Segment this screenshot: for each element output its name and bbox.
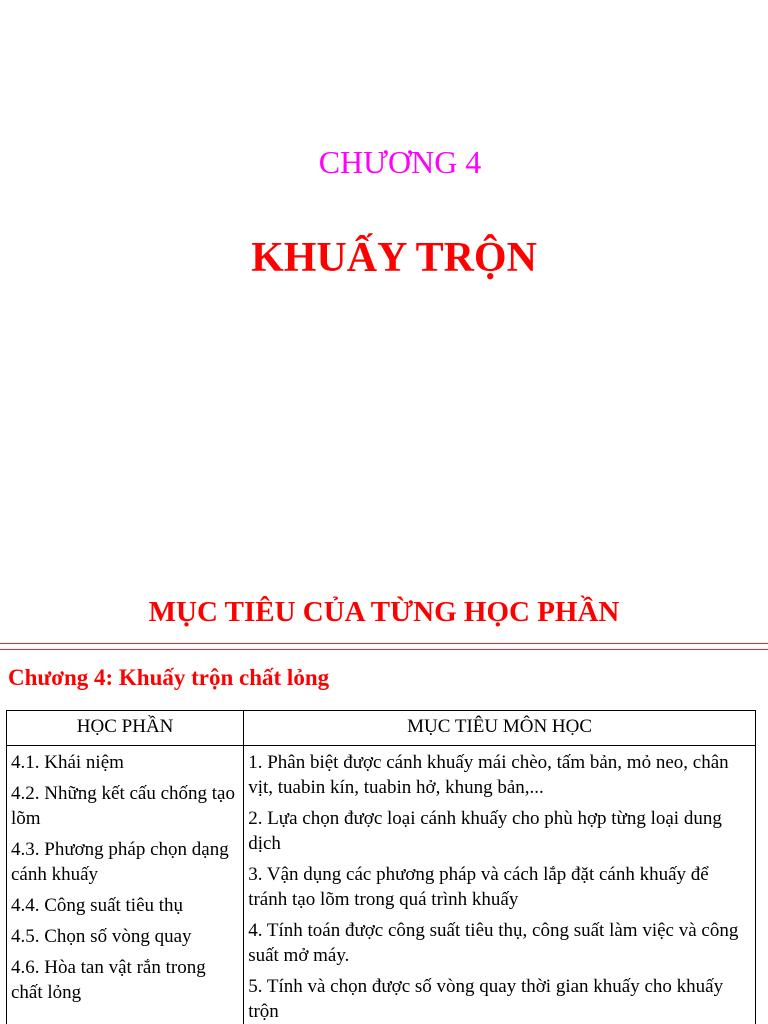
- module-item: 4.6. Hòa tan vật rắn trong chất lỏng: [11, 957, 206, 1003]
- goal-item: 5. Tính và chọn được số vòng quay thời gian khuấy cho khuấy trộn: [248, 976, 724, 1022]
- objectives-table: [6, 710, 756, 1024]
- column-header-modules: HỌC PHẦN: [7, 711, 244, 746]
- goal-item: 4. Tính toán được công suất tiêu thụ, công suất làm việc và công suất mở máy.: [248, 920, 739, 966]
- objectives-heading: MỤC TIÊU CỦA TỪNG HỌC PHẦN: [148, 596, 620, 628]
- goal-item: 2. Lựa chọn được loại cánh khuấy cho phù hợp từng loại dung dịch: [248, 808, 722, 854]
- divider-line-top: [0, 643, 768, 644]
- chapter-subtitle: Chương 4: Khuấy trộn chất lỏng: [8, 665, 330, 690]
- goal-item: 3. Vận dụng các phương pháp và cách lắp đặt cánh khuấy để tránh tạo lõm trong quá trình khuấy: [248, 864, 709, 910]
- table-row: [7, 746, 756, 1024]
- module-item: 4.2. Những kết cấu chống tạo lõm: [11, 783, 235, 829]
- module-item: 4.1. Khái niệm: [11, 752, 124, 773]
- divider-line-bottom: [0, 649, 768, 650]
- table-header-row: [7, 711, 756, 746]
- module-item: 4.5. Chọn số vòng quay: [11, 926, 192, 947]
- chapter-label: CHƯƠNG 4: [318, 144, 482, 180]
- goal-item: 1. Phân biệt được cánh khuấy mái chèo, tấm bản, mỏ neo, chân vịt, tuabin kín, tuabin hở, khung bản,...: [248, 752, 729, 798]
- modules-cell: [7, 746, 244, 1024]
- chapter-title: KHUẤY TRỘN: [251, 235, 537, 281]
- module-item: 4.3. Phương pháp chọn dạng cánh khuấy: [11, 839, 229, 885]
- column-header-goals: MỤC TIÊU MÔN HỌC: [244, 711, 756, 746]
- goals-cell: [244, 746, 756, 1024]
- module-item: 4.4. Công suất tiêu thụ: [11, 895, 184, 916]
